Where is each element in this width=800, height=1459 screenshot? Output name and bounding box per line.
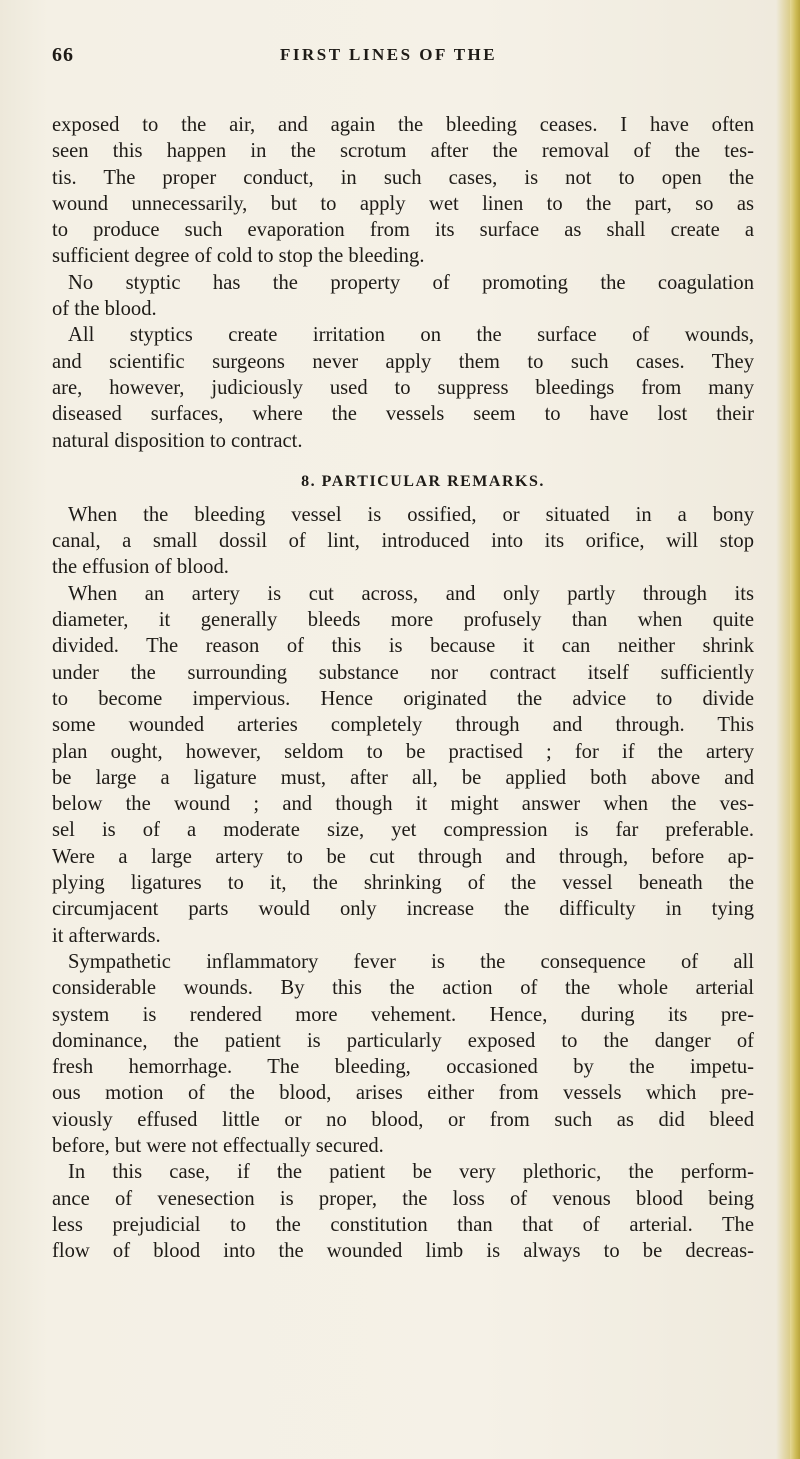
text-line: wound unnecessarily, but to apply wet linen to the part, so as bbox=[52, 192, 754, 215]
gilt-page-edge bbox=[790, 0, 800, 1459]
text-line: less prejudicial to the constitution than that of arterial. The bbox=[52, 1213, 754, 1236]
page-number: 66 bbox=[52, 44, 74, 66]
text-line: plan ought, however, seldom to be practised ; for if the artery bbox=[52, 740, 754, 763]
text-line: under the surrounding substance nor contract itself sufficiently bbox=[52, 661, 754, 684]
text-line: diameter, it generally bleeds more profusely than when quite bbox=[52, 609, 754, 632]
text-line: the effusion of blood. bbox=[52, 556, 229, 579]
text-line: considerable wounds. By this the action of the whole arterial bbox=[52, 977, 754, 1000]
text-line: circumjacent parts would only increase the difficulty in tying bbox=[52, 898, 754, 921]
text-line: Were a large artery to be cut through and through, before ap- bbox=[52, 845, 754, 868]
text-line: it afterwards. bbox=[52, 924, 161, 947]
text-line: be large a ligature must, after all, be applied both above and bbox=[52, 766, 754, 789]
paragraph-first-line: Sympathetic inflammatory fever is the consequence of all bbox=[68, 950, 754, 973]
text-line: divided. The reason of this is because it can neither shrink bbox=[52, 635, 754, 658]
text-line: canal, a small dossil of lint, introduced into its orifice, will stop bbox=[52, 530, 754, 553]
running-head bbox=[52, 44, 752, 70]
body-text bbox=[52, 112, 754, 1264]
text-line: are, however, judiciously used to suppress bleedings from many bbox=[52, 376, 754, 399]
running-title: FIRST LINES OF THE bbox=[280, 45, 498, 64]
text-line: sel is of a moderate size, yet compression is far preferable. bbox=[52, 819, 754, 842]
text-line: dominance, the patient is particularly exposed to the danger of bbox=[52, 1029, 754, 1052]
text-line: to become impervious. Hence originated the advice to divide bbox=[52, 687, 754, 710]
text-line: plying ligatures to it, the shrinking of the vessel beneath the bbox=[52, 872, 754, 895]
paragraph-first-line: When an artery is cut across, and only partly through its bbox=[68, 582, 754, 605]
text-line: to produce such evaporation from its surface as shall create a bbox=[52, 219, 754, 242]
section-heading: 8. PARTICULAR REMARKS. bbox=[301, 472, 545, 490]
text-line: of the blood. bbox=[52, 298, 157, 321]
text-line: some wounded arteries completely through and through. This bbox=[52, 714, 754, 737]
text-line: sufficient degree of cold to stop the bleeding. bbox=[52, 245, 425, 268]
paragraph-first-line: In this case, if the patient be very plethoric, the perform- bbox=[68, 1161, 754, 1184]
text-line: fresh hemorrhage. The bleeding, occasioned by the impetu- bbox=[52, 1056, 754, 1079]
text-line: natural disposition to contract. bbox=[52, 429, 303, 452]
paragraph-first-line: When the bleeding vessel is ossified, or situated in a bony bbox=[68, 503, 754, 526]
text-line: system is rendered more vehement. Hence, during its pre- bbox=[52, 1003, 754, 1026]
text-line: diseased surfaces, where the vessels seem to have lost their bbox=[52, 403, 754, 426]
paragraph-first-line: All styptics create irritation on the surface of wounds, bbox=[68, 324, 754, 347]
text-line: before, but were not effectually secured. bbox=[52, 1134, 384, 1157]
paragraph-first-line: No styptic has the property of promoting the coagulation bbox=[68, 271, 754, 294]
text-line: tis. The proper conduct, in such cases, is not to open the bbox=[52, 166, 754, 189]
text-line: viously effused little or no blood, or from such as did bleed bbox=[52, 1108, 754, 1131]
text-line: ous motion of the blood, arises either from vessels which pre- bbox=[52, 1082, 754, 1105]
text-line: flow of blood into the wounded limb is always to be decreas- bbox=[52, 1240, 754, 1263]
text-line: below the wound ; and though it might answer when the ves- bbox=[52, 793, 754, 816]
text-line: and scientific surgeons never apply them to such cases. They bbox=[52, 350, 754, 373]
text-line: seen this happen in the scrotum after the removal of the tes- bbox=[52, 140, 754, 163]
text-line: ance of venesection is proper, the loss of venous blood being bbox=[52, 1187, 754, 1210]
text-line: exposed to the air, and again the bleeding ceases. I have often bbox=[52, 114, 754, 136]
